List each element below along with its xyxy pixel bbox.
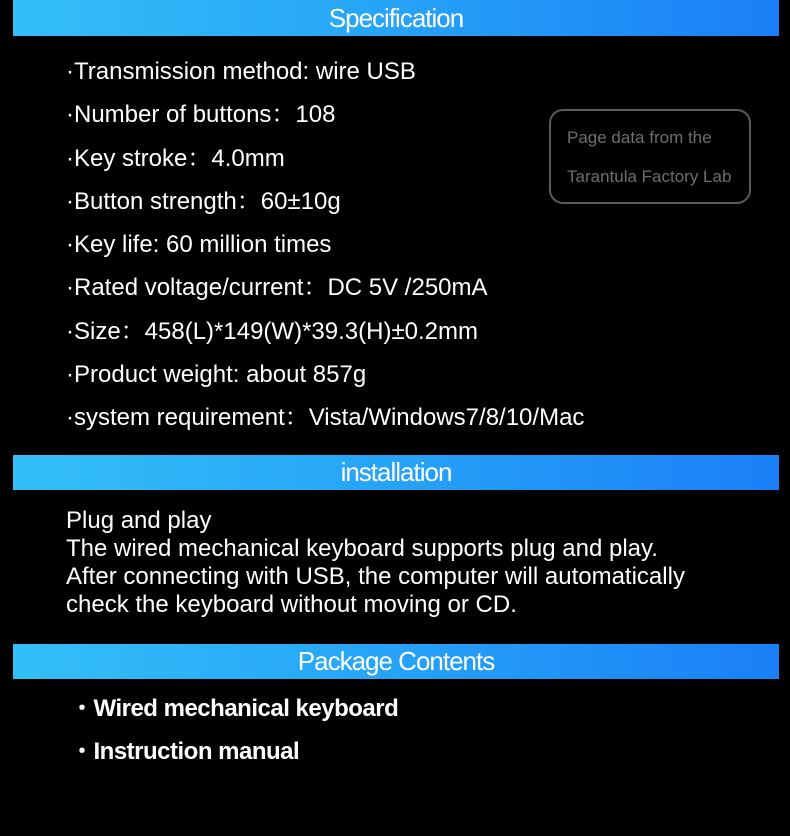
package-contents-header-bar (13, 644, 779, 679)
source-note-line2: Tarantula Factory Lab (567, 167, 732, 186)
spec-item: ·Key stroke：4.0mm (66, 144, 285, 172)
specification-title: Specification (328, 2, 464, 33)
spec-item: ·Product weight: about 857g (66, 361, 367, 389)
installation-heading: Plug and play (66, 507, 212, 534)
spec-item: ·Number of buttons：108 (66, 101, 336, 129)
spec-item: ·Rated voltage/current：DC 5V /250mA (66, 274, 488, 302)
source-note-line1: Page data from the (567, 128, 712, 147)
installation-line: The wired mechanical keyboard supports plug and play. (66, 535, 658, 562)
installation-line: check the keyboard without moving or CD. (66, 591, 517, 618)
spec-item: ·Button strength：60±10g (66, 187, 341, 215)
spec-item: ·Size：458(L)*149(W)*39.3(H)±0.2mm (66, 317, 478, 345)
installation-line: After connecting with USB, the computer will automatically (66, 563, 685, 590)
specification-header-bar (13, 0, 779, 36)
installation-title: installation (340, 457, 452, 487)
specification-list (66, 54, 584, 444)
installation-header-bar (13, 455, 779, 490)
package-contents-title: Package Contents (297, 646, 495, 676)
spec-item: ·system requirement：Vista/Windows7/8/10/Mac (66, 404, 585, 432)
source-note-box (549, 109, 751, 204)
installation-text (66, 507, 685, 619)
spec-item: ·Key life: 60 million times (66, 231, 332, 259)
package-contents-list (70, 692, 398, 778)
package-item: ・Instruction manual (70, 738, 300, 765)
spec-item: ·Transmission method: wire USB (66, 58, 416, 85)
package-item: ・Wired mechanical keyboard (70, 695, 399, 722)
